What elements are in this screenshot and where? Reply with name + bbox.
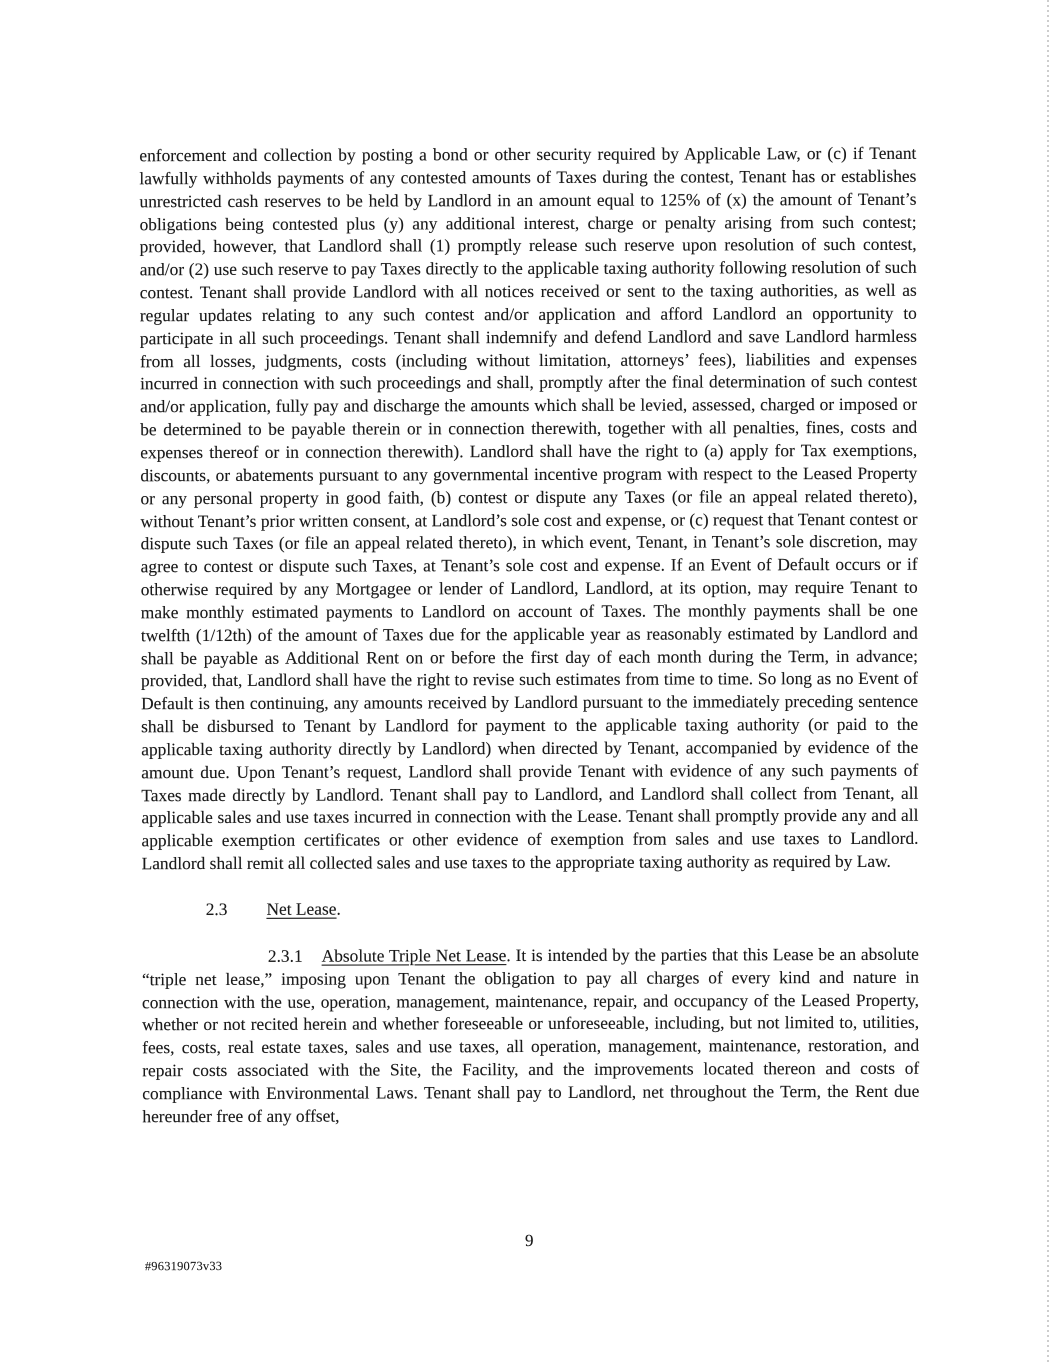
page-number: 9	[2, 1229, 1055, 1252]
subsection-number: 2.3.1	[268, 946, 303, 966]
page-content	[139, 142, 919, 1128]
subsection-body-text: It is intended by the parties that this Lease be an absolute “triple net lease,” imposing upon Tenant the obligation to pay all charges of every kind and nature in connection with the use, operation, management, maintenance, repair, and occupancy of the Leased Property, whether or not recited herein and whether foreseeable or unforeseeable, including, but not limited to, utilities, fees, costs, real estate taxes, sales and use taxes, all operation, management, maintenance, restoration, and repair costs associated with the Site, the Facility, and the improvements located thereon and costs of compliance with Environmental Laws. Tenant shall pay to Landlord, net throughout the Term, the Rent due hereunder free of any offset,	[142, 944, 919, 1126]
subsection-title: Absolute Triple Net Lease	[322, 945, 507, 966]
section-number: 2.3	[206, 899, 228, 919]
section-heading-net-lease	[142, 896, 919, 921]
subsection-title-period: .	[506, 945, 510, 965]
paragraph-absolute-triple-net-lease	[142, 943, 920, 1128]
paragraph-taxes-continuation: enforcement and collection by posting a bond or other security required by Applicable Law, or (c) if Tenant lawfully withholds payments of any contested amounts of Taxes during the contest, Tenant has or establishes unrestricted cash reserves to be held by Landlord in an amount equal to 125% of (x) the amount of Tenant’s obligations being contested plus (y) any additional interest, charge or penalty arising from such contest; provided, however, that Landlord shall (1) promptly release such reserve upon resolution of such contest, and/or (2) use such reserve to pay Taxes directly to the applicable taxing authority following resolution of such contest. Tenant shall provide Landlord with all notices received or sent to the taxing authorities, as well as regular updates relating to any such contest and/or application and afford Landlord an opportunity to participate in all such proceedings. Tenant shall indemnify and defend Landlord and save Landlord harmless from all losses, judgments, costs (including without limitation, attorneys’ fees), liabilities and expenses incurred in connection with such proceedings and shall, promptly after the final determination of such contest and/or application, fully pay and discharge the amounts which shall be levied, assessed, charged or imposed or be determined to be payable therein or in connection therewith, together with all penalties, fines, costs and expenses thereof or in connection therewith). Landlord shall have the right to (a) apply for Tax exemptions, discounts, or abatements pursuant to any governmental incentive program with respect to the Leased Property or any personal property in good faith, (b) contest or dispute any Taxes (or file an appeal related thereto), without Tenant’s prior written consent, at Landlord’s sole cost and expense, or (c) request that Tenant contest or dispute such Taxes (or file an appeal related thereto), in which event, Tenant, in Tenant’s sole discretion, may agree to contest or dispute such Taxes, at Tenant’s sole cost and expense. If an Event of Default occurs or if otherwise required by any Mortgagee or lender of Landlord, Landlord, at its option, may require Tenant to make monthly estimated payments to Landlord on account of Taxes. The monthly payments shall be one twelfth (1/12th) of the amount of Taxes due for the applicable year as reasonably estimated by Landlord and shall be payable as Additional Rent on or before the first day of each month during the Term, in advance; provided, that, Landlord shall have the right to revise such estimates from time to time. So long as no Event of Default is then continuing, any amounts received by Landlord pursuant to the immediately preceding sentence shall be disbursed to Tenant by Landlord for payment to the applicable taxing authority (or paid to the applicable taxing authority directly by Landlord) when directed by Tenant, accompanied by evidence of the amount due. Upon Tenant’s request, Landlord shall provide Tenant with evidence of any such payments of Taxes made directly by Landlord. Tenant shall pay to Landlord, and Landlord shall collect from Tenant, all applicable sales and use taxes incurred in connection with the Lease. Tenant shall promptly provide any and all applicable exemption certificates or other evidence of exemption from sales and use taxes to Landlord. Landlord shall remit all collected sales and use taxes to the appropriate taxing authority as required by Law.	[139, 142, 918, 875]
section-title-period: .	[336, 899, 340, 919]
document-id-footer: #96319073v33	[145, 1259, 222, 1274]
section-title: Net Lease	[266, 899, 336, 919]
scan-artifact-line	[1047, 0, 1049, 1365]
